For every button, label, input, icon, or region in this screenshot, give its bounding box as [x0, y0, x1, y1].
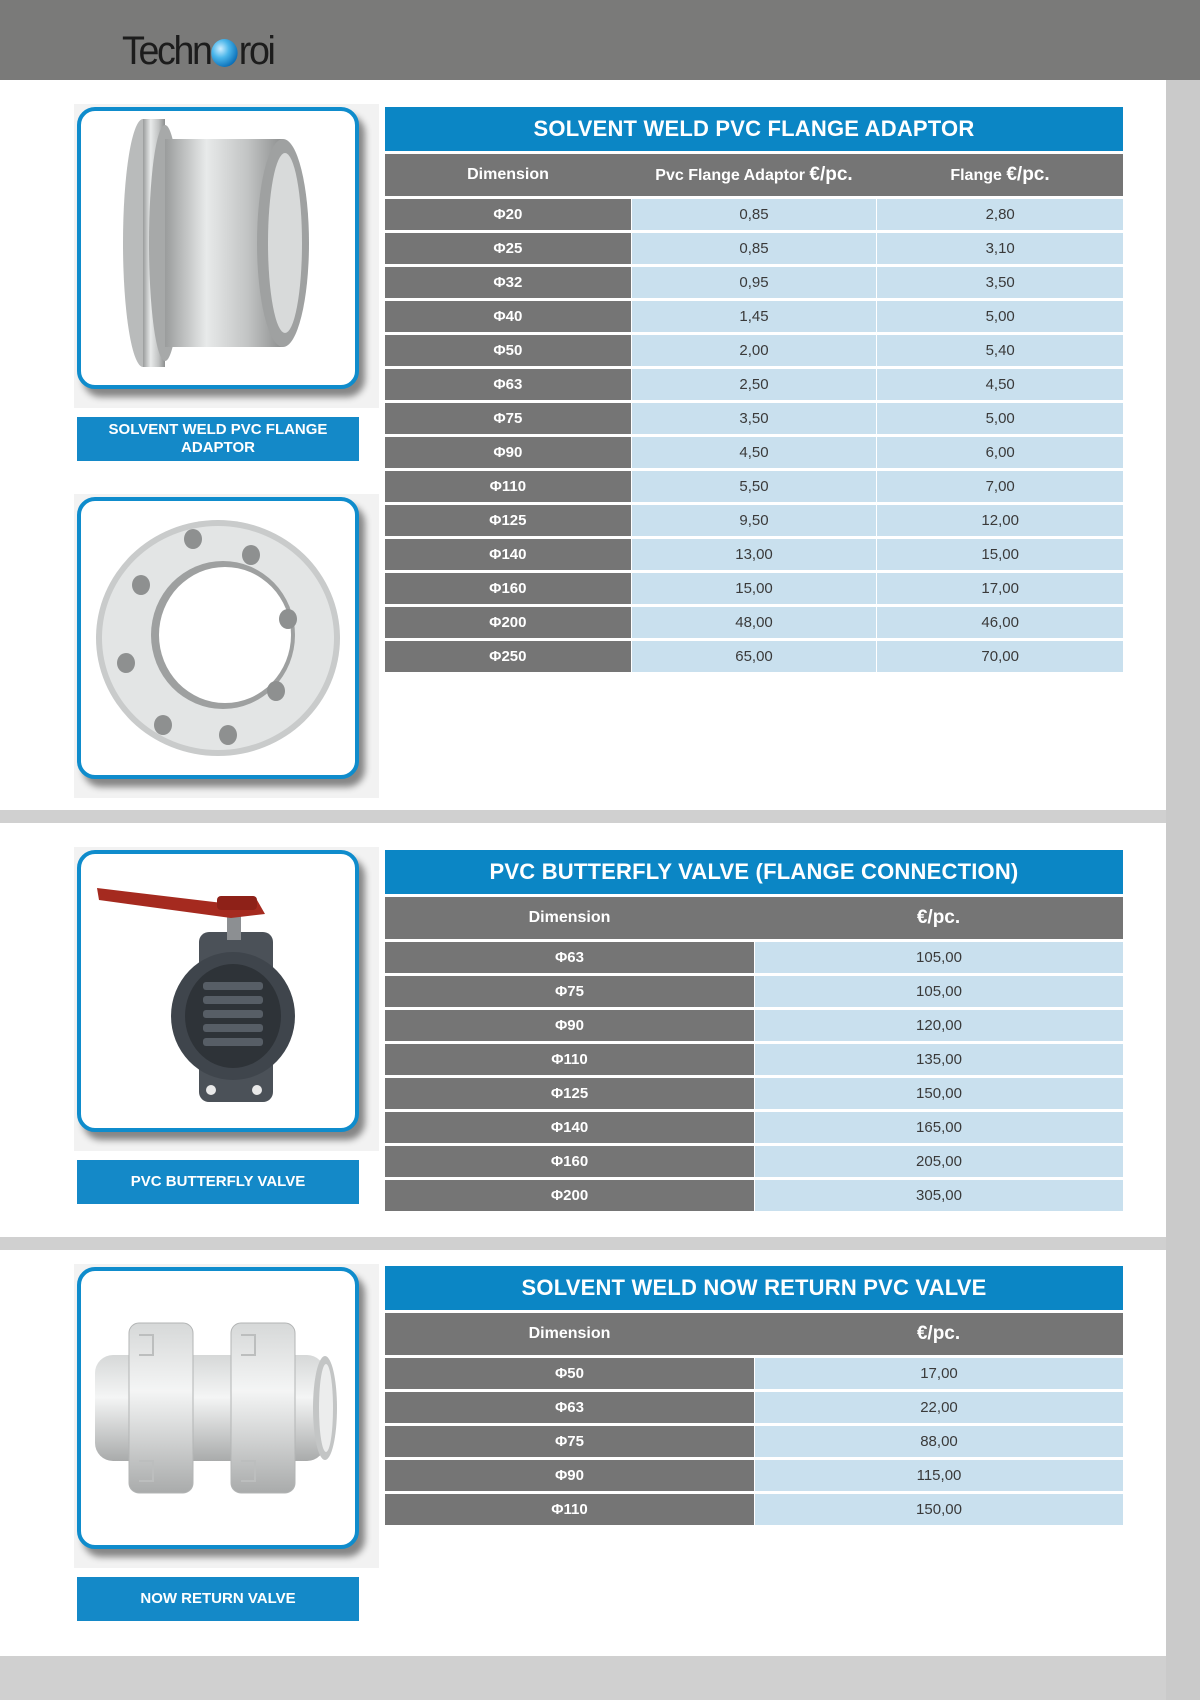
- price-cell: 88,00: [754, 1426, 1123, 1457]
- adaptor-price-cell: 5,50: [631, 471, 877, 502]
- adaptor-price-cell: 2,00: [631, 335, 877, 366]
- price-cell: 150,00: [754, 1078, 1123, 1109]
- flange-price-cell: 12,00: [876, 505, 1123, 536]
- table-non-return-valve: [385, 1266, 1123, 1525]
- dimension-cell: Φ125: [385, 505, 631, 536]
- table-header: [385, 897, 1123, 939]
- price-cell: 150,00: [754, 1494, 1123, 1525]
- caption-non-return-valve: NOW RETURN VALVE: [77, 1577, 359, 1621]
- table-flange-adaptor: [385, 107, 1123, 672]
- header-unit: €/pc.: [809, 164, 853, 185]
- flange-illustration: [81, 501, 355, 775]
- flange-price-cell: 5,40: [876, 335, 1123, 366]
- flange-price-cell: 6,00: [876, 437, 1123, 468]
- dimension-cell: Φ63: [385, 942, 754, 973]
- dimension-cell: Φ63: [385, 369, 631, 400]
- globe-icon: [212, 39, 238, 67]
- price-cell: 305,00: [754, 1180, 1123, 1211]
- flange-price-cell: 70,00: [876, 641, 1123, 672]
- adaptor-price-cell: 0,95: [631, 267, 877, 298]
- dimension-cell: Φ140: [385, 539, 631, 570]
- adaptor-price-cell: 0,85: [631, 233, 877, 264]
- adaptor-price-cell: 1,45: [631, 301, 877, 332]
- adaptor-price-cell: 15,00: [631, 573, 877, 604]
- table-row: [385, 199, 1123, 230]
- table-row: [385, 335, 1123, 366]
- table-row: [385, 1078, 1123, 1109]
- dimension-cell: Φ140: [385, 1112, 754, 1143]
- table-row: [385, 471, 1123, 502]
- product-image-non-return-valve: [74, 1264, 379, 1568]
- dimension-cell: Φ90: [385, 1010, 754, 1041]
- product-image-butterfly-valve: [74, 847, 379, 1151]
- adaptor-price-cell: 9,50: [631, 505, 877, 536]
- table-title: SOLVENT WELD NOW RETURN PVC VALVE: [385, 1266, 1123, 1310]
- flange-price-cell: 4,50: [876, 369, 1123, 400]
- adaptor-price-cell: 3,50: [631, 403, 877, 434]
- adaptor-price-cell: 4,50: [631, 437, 877, 468]
- table-row: [385, 942, 1123, 973]
- header-price: €/pc.: [916, 907, 961, 928]
- flange-price-cell: 17,00: [876, 573, 1123, 604]
- table-row: [385, 539, 1123, 570]
- table-row: [385, 403, 1123, 434]
- dimension-cell: Φ50: [385, 335, 631, 366]
- dimension-cell: Φ25: [385, 233, 631, 264]
- price-cell: 120,00: [754, 1010, 1123, 1041]
- flange-price-cell: 7,00: [876, 471, 1123, 502]
- dimension-cell: Φ200: [385, 607, 631, 638]
- dimension-cell: Φ20: [385, 199, 631, 230]
- dimension-cell: Φ110: [385, 471, 631, 502]
- dimension-cell: Φ75: [385, 403, 631, 434]
- table-row: [385, 1392, 1123, 1423]
- dimension-cell: Φ90: [385, 1460, 754, 1491]
- price-cell: 17,00: [754, 1358, 1123, 1389]
- price-cell: 165,00: [754, 1112, 1123, 1143]
- flange-price-cell: 5,00: [876, 301, 1123, 332]
- logo-text-left: Techn: [122, 29, 211, 73]
- adaptor-price-cell: 2,50: [631, 369, 877, 400]
- table-row: [385, 573, 1123, 604]
- dimension-cell: Φ63: [385, 1392, 754, 1423]
- table-row: [385, 437, 1123, 468]
- dimension-cell: Φ125: [385, 1078, 754, 1109]
- table-row: [385, 1010, 1123, 1041]
- table-row: [385, 607, 1123, 638]
- product-image-flange-adaptor: [74, 104, 379, 408]
- table-row: [385, 233, 1123, 264]
- dimension-cell: Φ32: [385, 267, 631, 298]
- table-row: [385, 1112, 1123, 1143]
- dimension-cell: Φ160: [385, 1146, 754, 1177]
- table-row: [385, 505, 1123, 536]
- price-cell: 115,00: [754, 1460, 1123, 1491]
- flange-price-cell: 15,00: [876, 539, 1123, 570]
- flange-price-cell: 46,00: [876, 607, 1123, 638]
- table-row: [385, 1426, 1123, 1457]
- product-image-flange: [74, 494, 379, 798]
- right-margin-bar: [1166, 80, 1200, 1700]
- table-body: [385, 199, 1123, 672]
- table-row: [385, 976, 1123, 1007]
- dimension-cell: Φ75: [385, 976, 754, 1007]
- caption-flange-adaptor: SOLVENT WELD PVC FLANGE ADAPTOR: [77, 417, 359, 461]
- table-row: [385, 301, 1123, 332]
- table-row: [385, 1358, 1123, 1389]
- header-dimension: Dimension: [528, 909, 611, 926]
- dimension-cell: Φ160: [385, 573, 631, 604]
- table-header: [385, 154, 1123, 196]
- adaptor-price-cell: 48,00: [631, 607, 877, 638]
- non-return-valve-illustration: [81, 1271, 355, 1545]
- caption-butterfly-valve: PVC BUTTERFLY VALVE: [77, 1160, 359, 1204]
- price-cell: 105,00: [754, 942, 1123, 973]
- table-body: [385, 1358, 1123, 1525]
- header-flange-price: Flange €/pc.: [950, 164, 1050, 185]
- header-adaptor-price: Pvc Flange Adaptor €/pc.: [655, 164, 853, 185]
- header-bar: [0, 0, 1200, 80]
- price-cell: 105,00: [754, 976, 1123, 1007]
- dimension-cell: Φ110: [385, 1044, 754, 1075]
- dimension-cell: Φ250: [385, 641, 631, 672]
- dimension-cell: Φ110: [385, 1494, 754, 1525]
- table-title: SOLVENT WELD PVC FLANGE ADAPTOR: [385, 107, 1123, 151]
- table-title: PVC BUTTERFLY VALVE (FLANGE CONNECTION): [385, 850, 1123, 894]
- header-unit: €/pc.: [1006, 164, 1050, 185]
- price-cell: 135,00: [754, 1044, 1123, 1075]
- table-row: [385, 641, 1123, 672]
- header-price: €/pc.: [916, 1323, 961, 1344]
- price-cell: 22,00: [754, 1392, 1123, 1423]
- technoroi-logo: [122, 28, 274, 74]
- table-butterfly-valve: [385, 850, 1123, 1211]
- price-cell: 205,00: [754, 1146, 1123, 1177]
- header-dimension: Dimension: [528, 1325, 611, 1342]
- dimension-cell: Φ90: [385, 437, 631, 468]
- table-body: [385, 942, 1123, 1211]
- dimension-cell: Φ40: [385, 301, 631, 332]
- table-row: [385, 1460, 1123, 1491]
- adaptor-price-cell: 65,00: [631, 641, 877, 672]
- table-row: [385, 267, 1123, 298]
- butterfly-valve-illustration: [81, 854, 355, 1128]
- logo-text-right: roi: [238, 29, 274, 73]
- dimension-cell: Φ75: [385, 1426, 754, 1457]
- dimension-cell: Φ200: [385, 1180, 754, 1211]
- table-row: [385, 1494, 1123, 1525]
- table-header: [385, 1313, 1123, 1355]
- flange-price-cell: 3,50: [876, 267, 1123, 298]
- table-row: [385, 1044, 1123, 1075]
- flange-price-cell: 5,00: [876, 403, 1123, 434]
- flange-price-cell: 3,10: [876, 233, 1123, 264]
- table-row: [385, 369, 1123, 400]
- table-row: [385, 1180, 1123, 1211]
- adaptor-price-cell: 13,00: [631, 539, 877, 570]
- table-row: [385, 1146, 1123, 1177]
- adaptor-price-cell: 0,85: [631, 199, 877, 230]
- flange-price-cell: 2,80: [876, 199, 1123, 230]
- dimension-cell: Φ50: [385, 1358, 754, 1389]
- header-dimension: Dimension: [467, 166, 549, 183]
- flange-adaptor-illustration: [81, 111, 355, 385]
